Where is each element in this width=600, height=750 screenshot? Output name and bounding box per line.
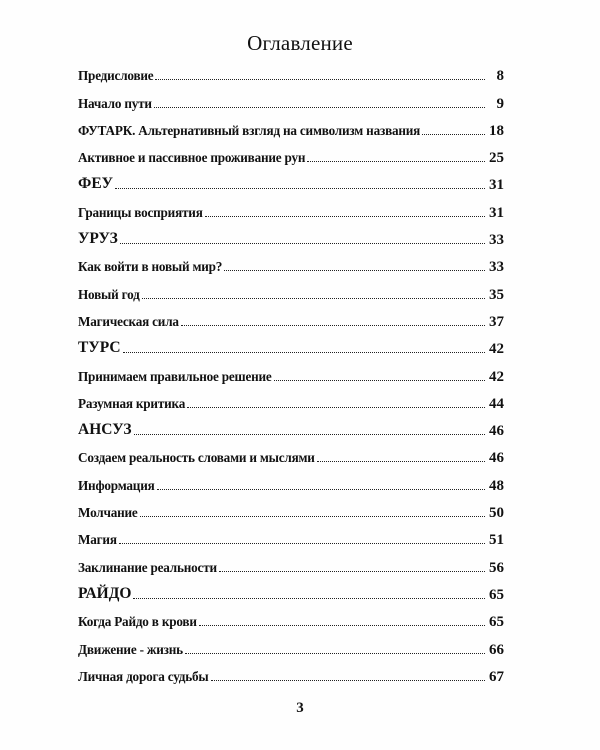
dot-leader bbox=[205, 216, 485, 217]
dot-leader bbox=[157, 489, 485, 490]
toc-entry bbox=[78, 196, 504, 223]
dot-leader bbox=[119, 543, 485, 544]
dot-leader bbox=[133, 598, 485, 599]
toc-entry bbox=[78, 633, 504, 660]
dot-leader bbox=[317, 461, 485, 462]
toc-entry-label: Предисловие bbox=[78, 68, 154, 84]
toc-entry bbox=[78, 415, 504, 442]
toc-entry bbox=[78, 224, 504, 251]
toc-entry bbox=[78, 360, 504, 387]
dot-leader bbox=[307, 161, 485, 162]
toc-entry bbox=[78, 606, 504, 633]
dot-leader bbox=[187, 407, 485, 408]
toc-entry-page: 8 bbox=[496, 68, 504, 85]
dot-leader bbox=[134, 434, 485, 435]
toc-entry bbox=[78, 579, 504, 606]
toc-entry-page: 67 bbox=[489, 668, 504, 685]
toc-entry-page: 51 bbox=[489, 532, 504, 549]
toc-entry-label: ФЕУ bbox=[78, 175, 114, 193]
dot-leader bbox=[181, 325, 485, 326]
dot-leader bbox=[199, 625, 485, 626]
toc-entry-page: 35 bbox=[489, 286, 504, 303]
toc-entry-label: Магия bbox=[78, 532, 117, 548]
toc-entry-label: Принимаем правильное решение bbox=[78, 368, 272, 384]
dot-leader bbox=[140, 516, 485, 517]
toc-entry-label: ФУТАРК. Альтернативный взгляд на символизм названия bbox=[78, 122, 421, 138]
toc-entry-page: 33 bbox=[489, 259, 504, 276]
toc-entry-label: Разумная критика bbox=[78, 395, 186, 411]
dot-leader bbox=[274, 380, 485, 381]
toc-entry-label: ТУРС bbox=[78, 339, 121, 357]
toc-entry-page: 9 bbox=[496, 95, 504, 112]
dot-leader bbox=[142, 298, 485, 299]
toc-entry-label: Начало пути bbox=[78, 95, 152, 111]
toc-entry-page: 44 bbox=[489, 395, 504, 412]
dot-leader bbox=[123, 352, 485, 353]
toc-entry-label: Движение - жизнь bbox=[78, 641, 183, 657]
toc-entry-label: РАЙДО bbox=[78, 584, 132, 602]
dot-leader bbox=[154, 107, 485, 108]
toc-entry-page: 37 bbox=[489, 313, 504, 330]
toc-entry-page: 48 bbox=[489, 477, 504, 494]
toc-entry bbox=[78, 524, 504, 551]
toc-entry-page: 33 bbox=[489, 232, 504, 249]
toc-entry-label: Как войти в новый мир? bbox=[78, 259, 223, 275]
toc-entry-label: Активное и пассивное проживание рун bbox=[78, 150, 306, 166]
toc-entry-page: 42 bbox=[489, 341, 504, 358]
toc-entry bbox=[78, 469, 504, 496]
toc-entry-page: 66 bbox=[489, 641, 504, 658]
toc-entry bbox=[78, 169, 504, 196]
toc-entry bbox=[78, 442, 504, 469]
toc-entry bbox=[78, 388, 504, 415]
dot-leader bbox=[211, 680, 485, 681]
toc-entry-page: 31 bbox=[489, 177, 504, 194]
toc-entry bbox=[78, 551, 504, 578]
dot-leader bbox=[185, 653, 485, 654]
dot-leader bbox=[219, 571, 485, 572]
toc-entry-page: 65 bbox=[489, 586, 504, 603]
toc-entry-label: АНСУЗ bbox=[78, 421, 132, 439]
toc-entry bbox=[78, 333, 504, 360]
toc-entry-page: 31 bbox=[489, 204, 504, 221]
toc-entry-page: 65 bbox=[489, 614, 504, 631]
toc-entry-label: Границы восприятия bbox=[78, 204, 203, 220]
dot-leader bbox=[422, 134, 485, 135]
toc-entry-label: Информация bbox=[78, 477, 155, 493]
toc-entry-label: Магическая сила bbox=[78, 313, 179, 329]
toc-entry bbox=[78, 661, 504, 688]
toc-entry-page: 46 bbox=[489, 450, 504, 467]
toc-entry bbox=[78, 278, 504, 305]
page-number: 3 bbox=[296, 700, 304, 716]
toc-entry-label: Когда Райдо в крови bbox=[78, 614, 197, 630]
dot-leader bbox=[115, 188, 485, 189]
toc-entry-label: УРУЗ bbox=[78, 230, 118, 248]
toc-entry-label: Заклинание реальности bbox=[78, 559, 217, 575]
toc-entry bbox=[78, 251, 504, 278]
toc-entry-page: 18 bbox=[489, 122, 504, 139]
toc-entry-label: Молчание bbox=[78, 505, 138, 521]
toc-entry-label: Личная дорога судьбы bbox=[78, 668, 209, 684]
toc-entry bbox=[78, 306, 504, 333]
toc-entry-label: Создаем реальность словами и мыслями bbox=[78, 450, 315, 466]
toc-entry-page: 56 bbox=[489, 559, 504, 576]
dot-leader bbox=[224, 270, 485, 271]
toc-entry bbox=[78, 87, 504, 114]
toc-entry-label: Новый год bbox=[78, 286, 140, 302]
toc-entry bbox=[78, 60, 504, 87]
toc-entry bbox=[78, 497, 504, 524]
toc-entry-page: 50 bbox=[489, 505, 504, 522]
toc-entry-page: 42 bbox=[489, 368, 504, 385]
page-title: Оглавление bbox=[247, 31, 353, 55]
toc-entry bbox=[78, 142, 504, 169]
toc-entry bbox=[78, 115, 504, 142]
table-of-contents bbox=[78, 60, 504, 688]
dot-leader bbox=[155, 79, 485, 80]
toc-entry-page: 25 bbox=[489, 150, 504, 167]
toc-entry-page: 46 bbox=[489, 423, 504, 440]
dot-leader bbox=[120, 243, 485, 244]
